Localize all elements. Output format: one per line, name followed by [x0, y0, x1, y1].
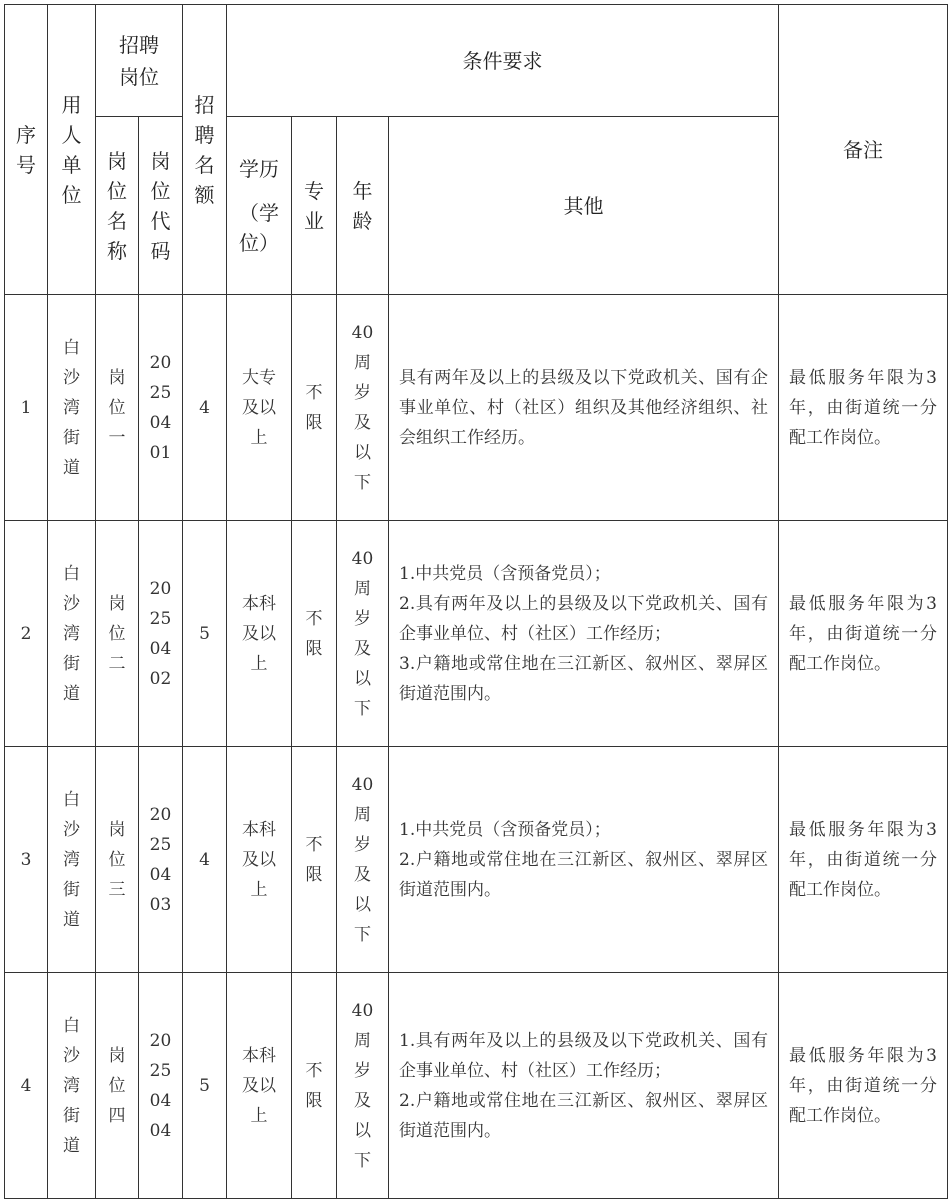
cell-quota: 5 [183, 973, 227, 1199]
cell-age [337, 747, 389, 973]
header-age: 年龄 [337, 117, 389, 295]
header-post-group: 招聘岗位 [96, 5, 183, 117]
cell-seq: 3 [5, 747, 48, 973]
cell-seq: 2 [5, 521, 48, 747]
cell-post-code: 20250404 [139, 973, 183, 1199]
table-row [5, 295, 948, 521]
other-line: 1.中共党员（含预备党员）； [399, 819, 611, 840]
header-seq: 序号 [5, 5, 48, 295]
other-line: 2.户籍地或常住地在三江新区、叙州区、翠屏区街道范围内。 [399, 1090, 768, 1141]
age-number: 40 [351, 322, 374, 343]
cell-post-name: 岗位三 [96, 747, 139, 973]
cell-other [389, 747, 779, 973]
cell-quota: 4 [183, 295, 227, 521]
cell-education: 本科及以上 [227, 973, 292, 1199]
cell-employer: 白沙湾街道 [48, 521, 96, 747]
cell-age [337, 973, 389, 1199]
header-education-line2: （学 [239, 200, 279, 225]
cell-remarks: 最低服务年限为3年，由街道统一分配工作岗位。 [779, 973, 948, 1199]
table-row [5, 521, 948, 747]
other-line: 1.具有两年及以上的县级及以下党政机关、国有企事业单位、村（社区）工作经历； [399, 1030, 768, 1081]
table-row [5, 973, 948, 1199]
cell-employer: 白沙湾街道 [48, 295, 96, 521]
header-employer: 用人单位 [48, 5, 96, 295]
cell-major: 不限 [292, 295, 337, 521]
cell-age [337, 521, 389, 747]
header-conditions: 条件要求 [227, 5, 779, 117]
cell-post-name: 岗位一 [96, 295, 139, 521]
header-education-line3: 位） [239, 230, 279, 255]
cell-other [389, 521, 779, 747]
cell-post-name: 岗位二 [96, 521, 139, 747]
cell-major: 不限 [292, 747, 337, 973]
cell-remarks: 最低服务年限为3年，由街道统一分配工作岗位。 [779, 295, 948, 521]
cell-age [337, 295, 389, 521]
age-text: 周岁及以下 [354, 1030, 371, 1171]
header-education-line1: 学历 [239, 156, 279, 181]
cell-major: 不限 [292, 521, 337, 747]
header-post-code: 岗位代码 [139, 117, 183, 295]
table-row [5, 747, 948, 973]
header-other: 其他 [389, 117, 779, 295]
cell-remarks: 最低服务年限为3年，由街道统一分配工作岗位。 [779, 521, 948, 747]
recruitment-table [4, 4, 948, 1199]
age-text: 周岁及以下 [354, 578, 371, 719]
age-number: 40 [351, 774, 374, 795]
cell-quota: 4 [183, 747, 227, 973]
header-major: 专业 [292, 117, 337, 295]
header-row-1 [5, 5, 948, 117]
cell-seq: 1 [5, 295, 48, 521]
other-line: 2.户籍地或常住地在三江新区、叙州区、翠屏区街道范围内。 [399, 849, 768, 900]
cell-employer: 白沙湾街道 [48, 973, 96, 1199]
age-text: 周岁及以下 [354, 352, 371, 493]
cell-post-code: 20250403 [139, 747, 183, 973]
header-remarks: 备注 [779, 5, 948, 295]
cell-employer: 白沙湾街道 [48, 747, 96, 973]
cell-major: 不限 [292, 973, 337, 1199]
age-number: 40 [351, 1000, 374, 1021]
other-line: 1.中共党员（含预备党员）； [399, 563, 611, 584]
cell-education: 大专及以上 [227, 295, 292, 521]
cell-seq: 4 [5, 973, 48, 1199]
header-quota: 招聘名额 [183, 5, 227, 295]
other-line: 2.具有两年及以上的县级及以下党政机关、国有企事业单位、村（社区）工作经历； [399, 593, 768, 644]
cell-post-code: 20250402 [139, 521, 183, 747]
header-post-name: 岗位名称 [96, 117, 139, 295]
cell-post-code: 20250401 [139, 295, 183, 521]
other-line: 3.户籍地或常住地在三江新区、叙州区、翠屏区街道范围内。 [399, 653, 768, 704]
cell-education: 本科及以上 [227, 747, 292, 973]
other-line: 具有两年及以上的县级及以下党政机关、国有企事业单位、村（社区）组织及其他经济组织、社会组织工作经历。 [399, 367, 768, 448]
cell-education: 本科及以上 [227, 521, 292, 747]
header-education [227, 117, 292, 295]
cell-other [389, 973, 779, 1199]
age-text: 周岁及以下 [354, 804, 371, 945]
cell-quota: 5 [183, 521, 227, 747]
age-number: 40 [351, 548, 374, 569]
cell-other [389, 295, 779, 521]
cell-remarks: 最低服务年限为3年，由街道统一分配工作岗位。 [779, 747, 948, 973]
cell-post-name: 岗位四 [96, 973, 139, 1199]
